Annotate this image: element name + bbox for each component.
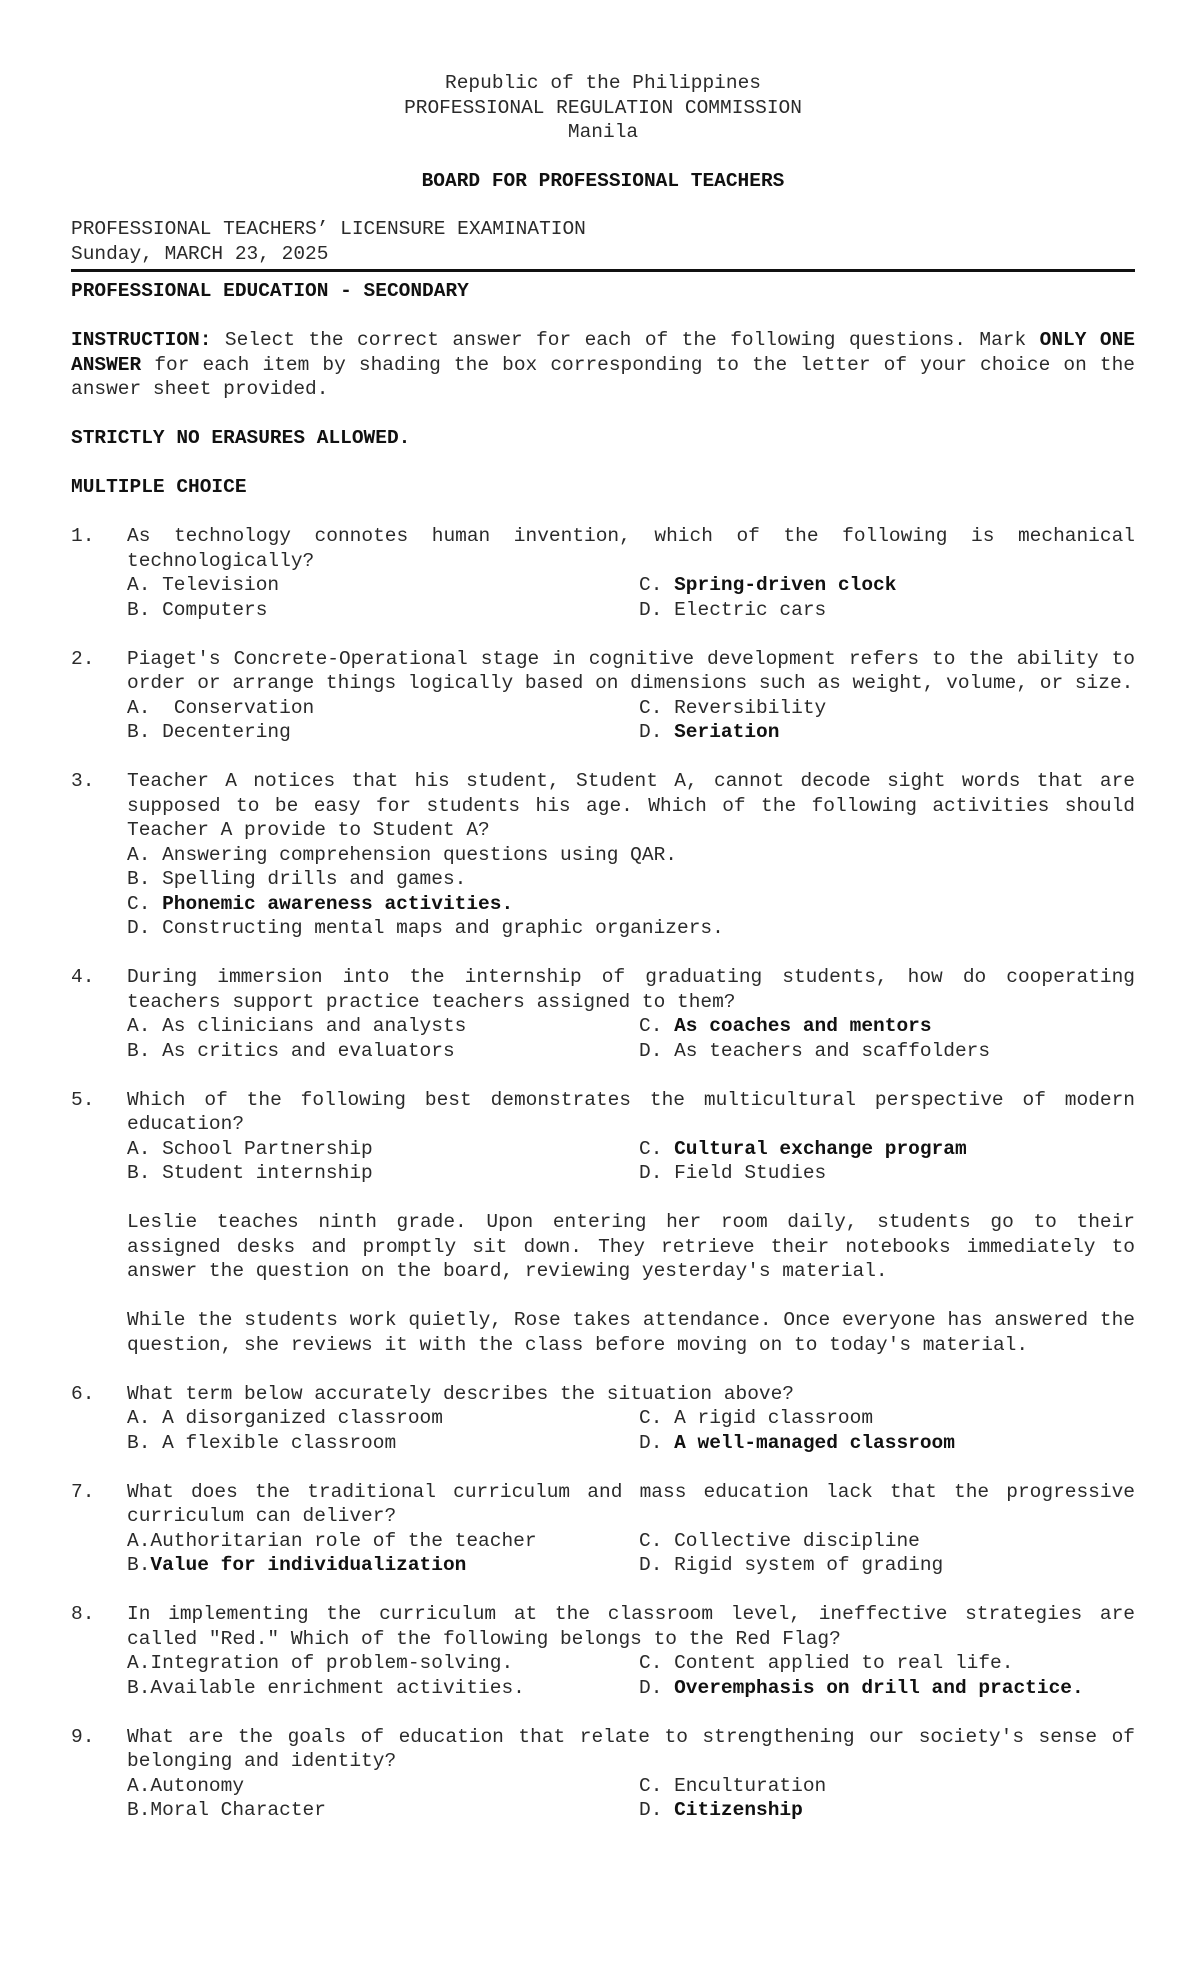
question-text: Which of the following best demonstrates the multicultural perspective of modern education?	[127, 1088, 1135, 1135]
question-list	[71, 1382, 1135, 1848]
answer-option	[127, 1553, 639, 1578]
answer-option	[127, 1651, 639, 1676]
correct-answer-text: As coaches and mentors	[674, 1015, 932, 1037]
question-number: 6.	[71, 1382, 95, 1405]
option-text: As teachers and scaffolders	[674, 1039, 991, 1062]
option-text: Electric cars	[674, 598, 827, 621]
answer-options	[127, 1406, 1135, 1455]
option-letter: B.	[127, 721, 163, 743]
answer-option	[127, 1014, 639, 1039]
instruction-paragraph	[71, 328, 1135, 402]
answer-option	[127, 1161, 639, 1186]
answer-option	[639, 1014, 1135, 1039]
option-letter: D.	[639, 721, 675, 743]
answer-option	[127, 720, 639, 745]
question-text: Piaget's Concrete-Operational stage in cognitive development refers to the ability to order or arrange things logically based on dimensions such as weight, volume, or size.	[127, 647, 1135, 694]
question-item	[71, 1602, 1135, 1700]
option-letter: A.	[127, 1137, 163, 1160]
question-number: 7.	[71, 1480, 95, 1503]
instruction-label: INSTRUCTION:	[71, 329, 212, 351]
answer-option	[639, 1137, 1135, 1162]
answer-option	[639, 1431, 1135, 1456]
answer-option	[639, 720, 1135, 745]
option-letter: D.	[639, 598, 675, 621]
no-erasures-warning: STRICTLY NO ERASURES ALLOWED.	[71, 427, 411, 449]
option-text: Rigid system of grading	[674, 1554, 944, 1576]
option-letter: A.	[127, 1774, 151, 1797]
option-letter: C.	[639, 1652, 675, 1674]
option-text: Constructing mental maps and graphic organizers.	[162, 917, 724, 939]
option-text: Authoritarian role of the teacher	[150, 1529, 537, 1552]
option-letter: D.	[639, 1676, 675, 1699]
option-letter: C.	[639, 1407, 675, 1429]
answer-options	[127, 1529, 1135, 1578]
exam-page	[71, 71, 1135, 1847]
option-text: Decentering	[162, 721, 291, 743]
option-letter: C.	[639, 1774, 675, 1797]
answer-option	[639, 1553, 1135, 1578]
option-text: Conservation	[173, 696, 315, 719]
option-text: A disorganized classroom	[162, 1407, 443, 1429]
question-number: 1.	[71, 525, 95, 547]
option-letter: C.	[127, 892, 163, 915]
answer-options	[127, 573, 1135, 622]
answer-option	[127, 1039, 639, 1064]
option-text: Enculturation	[674, 1774, 827, 1797]
answer-option	[127, 696, 639, 721]
option-text: Integration of problem-solving.	[150, 1652, 514, 1674]
answer-options	[127, 696, 1135, 745]
passage-paragraph: Leslie teaches ninth grade. Upon entering her room daily, students go to their assigned desks and promptly sit down. They retrieve their notebooks immediately to answer the question on the board, reviewing yesterday's material.	[127, 1211, 1135, 1282]
answer-option	[639, 1774, 1135, 1799]
correct-answer-text: Phonemic awareness activities.	[162, 892, 514, 915]
option-letter: C.	[639, 696, 675, 719]
option-letter: B.	[127, 1676, 151, 1699]
option-text: Computers	[162, 598, 268, 621]
option-letter: C.	[639, 1137, 675, 1160]
answer-option	[127, 1406, 639, 1431]
option-letter: A.	[127, 1652, 151, 1674]
answer-options	[127, 843, 1135, 941]
option-text: Collective discipline	[674, 1529, 920, 1552]
answer-option	[127, 1676, 639, 1701]
instruction-text-2: for each item by shading the box corresponding to the letter of your choice on the answer sheet provided.	[71, 353, 1135, 400]
option-letter: A.	[127, 1529, 151, 1552]
passage-paragraph: While the students work quietly, Rose takes attendance. Once everyone has answered the question, she reviews it with the class before moving on to today's material.	[127, 1309, 1135, 1356]
answer-option	[639, 1406, 1135, 1431]
question-text: As technology connotes human invention, which of the following is mechanical technologically?	[127, 525, 1135, 572]
answer-option	[127, 1529, 639, 1554]
board-title: BOARD FOR PROFESSIONAL TEACHERS	[421, 169, 785, 192]
question-item	[71, 1088, 1135, 1186]
question-item	[71, 769, 1135, 941]
option-letter: D.	[127, 917, 163, 939]
option-letter: C.	[639, 1529, 675, 1552]
answer-option	[639, 1676, 1135, 1701]
exam-name: PROFESSIONAL TEACHERS’ LICENSURE EXAMINATION	[71, 218, 586, 240]
correct-answer-text: Citizenship	[674, 1799, 803, 1821]
option-text: A rigid classroom	[674, 1407, 874, 1429]
option-letter: A.	[127, 843, 163, 866]
question-item	[71, 524, 1135, 622]
answer-option	[127, 598, 639, 623]
header-divider	[71, 269, 1135, 272]
option-letter: B.	[127, 598, 163, 621]
option-text: Answering comprehension questions using QAR.	[162, 843, 677, 866]
answer-option	[127, 843, 1135, 868]
question-item	[71, 1725, 1135, 1823]
option-text: Reversibility	[674, 696, 827, 719]
answer-option	[639, 598, 1135, 623]
question-text: What term below accurately describes the situation above?	[127, 1382, 795, 1405]
correct-answer-text: Value for individualization	[150, 1554, 467, 1576]
question-text: In implementing the curriculum at the classroom level, ineffective strategies are called "Red." Which of the following belongs to the Red Flag?	[127, 1603, 1135, 1650]
correct-answer-text: A well-managed classroom	[674, 1431, 955, 1454]
answer-option	[127, 892, 1135, 917]
section-title: PROFESSIONAL EDUCATION - SECONDARY	[71, 280, 469, 302]
document-header	[71, 71, 1135, 193]
answer-option	[127, 1431, 639, 1456]
question-item	[71, 647, 1135, 745]
correct-answer-text: Cultural exchange program	[674, 1137, 967, 1160]
question-item	[71, 1382, 1135, 1456]
option-letter: B.	[127, 1162, 163, 1184]
answer-option	[127, 1137, 639, 1162]
answer-option	[639, 696, 1135, 721]
instruction-text-1: Select the correct answer for each of the following questions. Mark	[211, 329, 1040, 351]
reading-passage	[71, 1210, 1135, 1382]
option-letter: D.	[639, 1799, 675, 1821]
question-text: Teacher A notices that his student, Student A, cannot decode sight words that are supposed to be easy for students his age. Which of the following activities should Teacher A provide to Student A?	[127, 770, 1135, 841]
city-line: Manila	[567, 121, 639, 143]
option-text: Moral Character	[150, 1799, 326, 1821]
option-text: Autonomy	[150, 1774, 245, 1797]
answer-options	[127, 1774, 1135, 1823]
question-text: What does the traditional curriculum and mass education lack that the progressive curriculum can deliver?	[127, 1480, 1135, 1527]
answer-option	[639, 1798, 1135, 1823]
question-text: During immersion into the internship of graduating students, how do cooperating teachers support practice teachers assigned to them?	[127, 966, 1135, 1013]
option-letter: D.	[639, 1162, 675, 1184]
option-text: School Partnership	[162, 1137, 373, 1160]
question-text: What are the goals of education that relate to strengthening our society's sense of belonging and identity?	[127, 1725, 1135, 1772]
question-item	[71, 965, 1135, 1063]
option-text: Available enrichment activities.	[150, 1676, 525, 1699]
question-number: 2.	[71, 647, 95, 670]
option-letter: A.	[127, 574, 163, 596]
option-text: As critics and evaluators	[162, 1039, 455, 1062]
option-text: Spelling drills and games.	[162, 868, 467, 890]
question-item	[71, 1480, 1135, 1578]
option-letter: C.	[639, 574, 675, 596]
question-number: 8.	[71, 1603, 95, 1625]
answer-option	[639, 1529, 1135, 1554]
instruction-emphasis: ONLY ONE ANSWER	[71, 329, 1135, 376]
answer-options	[127, 1651, 1135, 1700]
answer-option	[127, 573, 639, 598]
correct-answer-text: Overemphasis on drill and practice.	[674, 1676, 1084, 1699]
answer-options	[127, 1014, 1135, 1063]
country-line: Republic of the Philippines	[445, 72, 761, 94]
part-title: MULTIPLE CHOICE	[71, 476, 247, 498]
answer-option	[127, 916, 1135, 941]
correct-answer-text: Spring-driven clock	[674, 574, 897, 596]
question-list	[71, 524, 1135, 1210]
answer-option	[639, 1039, 1135, 1064]
question-number: 3.	[71, 770, 95, 792]
option-letter: D.	[639, 1554, 675, 1576]
option-letter: B.	[127, 1039, 163, 1062]
option-letter: B.	[127, 868, 163, 890]
option-letter: B.	[127, 1431, 163, 1454]
option-letter: D.	[639, 1039, 675, 1062]
answer-option	[127, 867, 1135, 892]
option-text: Television	[162, 574, 280, 596]
answer-option	[639, 573, 1135, 598]
answer-option	[639, 1651, 1135, 1676]
question-number: 9.	[71, 1725, 95, 1748]
question-number: 4.	[71, 966, 95, 988]
answer-option	[127, 1798, 639, 1823]
correct-answer-text: Seriation	[674, 721, 780, 743]
agency-line: PROFESSIONAL REGULATION COMMISSION	[404, 96, 802, 119]
option-letter: C.	[639, 1015, 675, 1037]
question-number: 5.	[71, 1088, 95, 1111]
exam-date: Sunday, MARCH 23, 2025	[71, 242, 329, 265]
option-text: As clinicians and analysts	[162, 1015, 467, 1037]
option-text: A flexible classroom	[162, 1431, 397, 1454]
option-letter: D.	[639, 1431, 675, 1454]
option-text: Content applied to real life.	[674, 1652, 1014, 1674]
answer-option	[127, 1774, 639, 1799]
option-letter: A.	[127, 696, 174, 719]
answer-option	[639, 1161, 1135, 1186]
option-letter: B.	[127, 1554, 151, 1576]
option-text: Field Studies	[674, 1162, 827, 1184]
option-letter: A.	[127, 1407, 163, 1429]
answer-options	[127, 1137, 1135, 1186]
exam-info	[71, 217, 1135, 266]
option-text: Student internship	[162, 1162, 373, 1184]
option-letter: B.	[127, 1799, 151, 1821]
option-letter: A.	[127, 1015, 163, 1037]
